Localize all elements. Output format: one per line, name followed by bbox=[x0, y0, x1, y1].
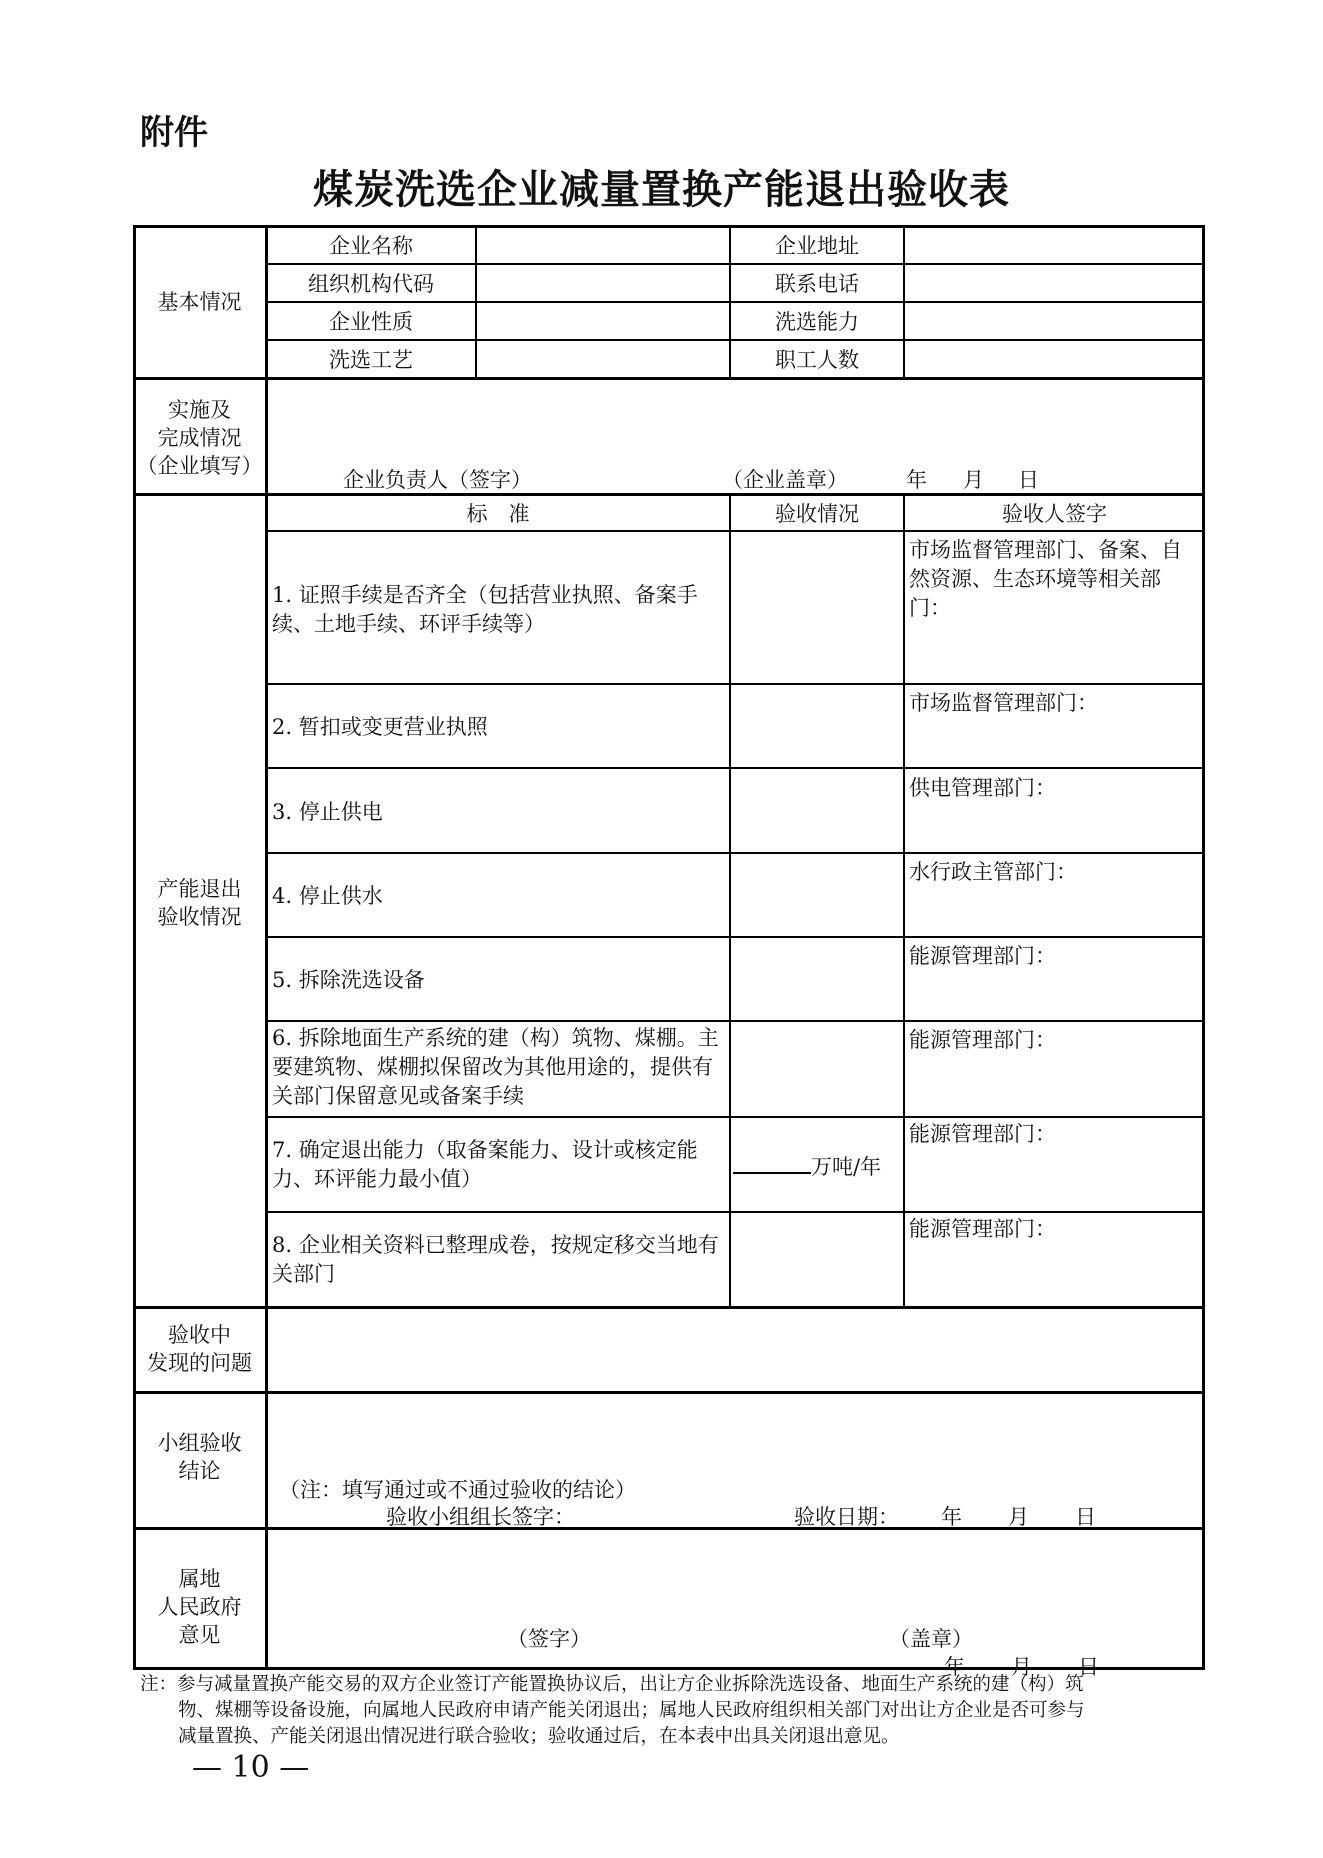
row-line bbox=[266, 301, 1204, 303]
government-signature: （签字） bbox=[507, 1627, 591, 1651]
row-line bbox=[266, 1116, 1204, 1118]
conclusion-year: 年 bbox=[941, 1505, 962, 1529]
company-seal: （企业盖章） bbox=[722, 468, 848, 492]
row-line bbox=[266, 852, 1204, 854]
footnote-line-2: 物、煤棚等设备设施，向属地人民政府申请产能关闭退出；属地人民政府组织相关部门对出让方企业是否可参与 bbox=[178, 1700, 1085, 1721]
footnote-line-3: 减量置换、产能关闭退出情况进行联合验收；验收通过后，在本表中出具关闭退出意见。 bbox=[178, 1726, 900, 1747]
col-line bbox=[729, 494, 731, 1307]
field-label-capacity: 洗选能力 bbox=[775, 310, 859, 334]
signer-dept-8: 能源管理部门： bbox=[909, 1217, 1056, 1241]
col-line bbox=[903, 494, 905, 1307]
group-leader-signature: 验收小组组长签字： bbox=[386, 1505, 575, 1529]
acceptance-section-label: 产能退出 验收情况 bbox=[157, 877, 242, 929]
col-header-signer: 验收人签字 bbox=[1002, 502, 1107, 526]
label-column-divider bbox=[265, 226, 268, 1669]
field-label-company-address: 企业地址 bbox=[775, 234, 859, 258]
standard-item-5: 5. 拆除洗选设备 bbox=[272, 968, 425, 992]
signer-dept-5: 能源管理部门： bbox=[909, 944, 1056, 968]
company-leader-signature: 企业负责人（签字） bbox=[343, 468, 532, 492]
col-header-status: 验收情况 bbox=[775, 502, 859, 526]
row-line bbox=[266, 339, 1204, 341]
field-label-process: 洗选工艺 bbox=[329, 348, 413, 372]
conclusion-section-label: 小组验收 结论 bbox=[157, 1431, 242, 1483]
row-line bbox=[266, 1211, 1204, 1213]
implementation-label: 实施及 完成情况 （企业填写） bbox=[136, 398, 263, 478]
col-line bbox=[903, 226, 905, 378]
standard-item-7: 7. 确定退出能力（取备案能力、设计或核定能力、环评能力最小值） bbox=[272, 1138, 698, 1191]
signer-dept-6: 能源管理部门： bbox=[909, 1028, 1056, 1052]
col-line bbox=[475, 226, 477, 378]
page-number: — 10 — bbox=[192, 1750, 310, 1785]
basic-section-label: 基本情况 bbox=[157, 290, 242, 314]
row-line bbox=[266, 767, 1204, 769]
signer-dept-1: 市场监督管理部门、备案、自然资源、生态环境等相关部门： bbox=[909, 538, 1182, 620]
standard-item-8: 8. 企业相关资料已整理成卷，按规定移交当地有关部门 bbox=[272, 1233, 719, 1286]
standard-item-1: 1. 证照手续是否齐全（包括营业执照、备案手续、土地手续、环评手续等） bbox=[272, 583, 698, 636]
conclusion-note: （注：填写通过或不通过验收的结论） bbox=[279, 1478, 636, 1502]
field-label-employees: 职工人数 bbox=[775, 348, 859, 372]
row-line bbox=[266, 936, 1204, 938]
section-line bbox=[134, 493, 1205, 496]
government-day: 日 bbox=[1078, 1655, 1099, 1679]
standard-item-6: 6. 拆除地面生产系统的建（构）筑物、煤棚。主要建筑物、煤棚拟保留改为其他用途的，提供有关部门保留意见或备案手续 bbox=[272, 1026, 719, 1108]
col-header-standard: 标 准 bbox=[466, 502, 530, 526]
exit-capacity-blank[interactable] bbox=[733, 1150, 811, 1174]
acceptance-date-label: 验收日期： bbox=[794, 1505, 899, 1529]
section-line bbox=[134, 377, 1205, 380]
impl-day: 日 bbox=[1018, 468, 1039, 492]
standard-item-2: 2. 暂扣或变更营业执照 bbox=[272, 715, 488, 739]
row-line bbox=[266, 530, 1204, 532]
signer-dept-4: 水行政主管部门： bbox=[909, 860, 1077, 884]
row-line bbox=[266, 683, 1204, 685]
footnote-line-1: 注：参与减量置换产能交易的双方企业签订产能置换协议后，出让方企业拆除洗选设备、地面生产系统的建（构）筑 bbox=[140, 1674, 1084, 1695]
field-label-company-type: 企业性质 bbox=[329, 310, 413, 334]
field-label-phone: 联系电话 bbox=[775, 272, 859, 296]
footnote bbox=[140, 1672, 1180, 1750]
standard-item-4: 4. 停止供水 bbox=[272, 884, 383, 908]
impl-year: 年 bbox=[906, 468, 927, 492]
field-label-org-code: 组织机构代码 bbox=[308, 272, 434, 296]
signer-dept-2: 市场监督管理部门： bbox=[909, 691, 1098, 715]
signer-dept-3: 供电管理部门： bbox=[909, 776, 1056, 800]
section-line bbox=[134, 1527, 1205, 1530]
form-title: 煤炭洗选企业减量置换产能退出验收表 bbox=[313, 166, 1010, 213]
exit-capacity-field[interactable] bbox=[733, 1150, 881, 1182]
problems-section-label: 验收中 发现的问题 bbox=[147, 1323, 252, 1375]
exit-capacity-unit: 万吨/年 bbox=[811, 1155, 882, 1179]
impl-month: 月 bbox=[963, 468, 984, 492]
conclusion-day: 日 bbox=[1075, 1505, 1096, 1529]
government-section-label: 属地 人民政府 意见 bbox=[157, 1567, 242, 1647]
row-line bbox=[266, 1020, 1204, 1022]
signer-dept-7: 能源管理部门： bbox=[909, 1122, 1056, 1146]
standard-item-3: 3. 停止供电 bbox=[272, 800, 383, 824]
row-line bbox=[266, 263, 1204, 265]
government-seal: （盖章） bbox=[889, 1627, 973, 1651]
conclusion-month: 月 bbox=[1008, 1505, 1029, 1529]
section-line bbox=[134, 1391, 1205, 1394]
government-month: 月 bbox=[1011, 1655, 1032, 1679]
government-year: 年 bbox=[944, 1655, 965, 1679]
attachment-label: 附件 bbox=[140, 113, 208, 153]
section-line bbox=[134, 1306, 1205, 1309]
field-label-company-name: 企业名称 bbox=[329, 234, 413, 258]
